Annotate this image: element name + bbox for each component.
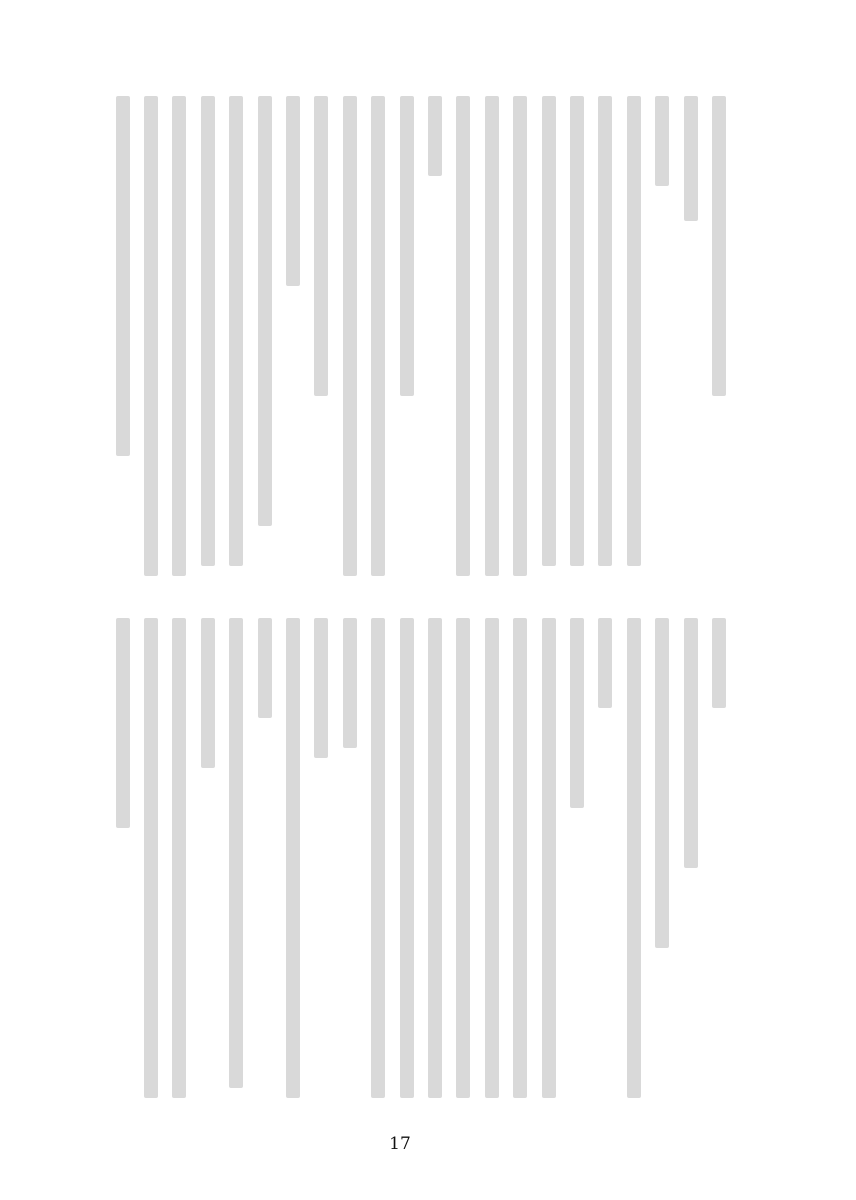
text-column-placeholder	[286, 96, 300, 286]
text-column-placeholder	[570, 96, 584, 566]
text-column-placeholder	[712, 618, 726, 708]
text-column-placeholder	[456, 96, 470, 576]
text-column-placeholder	[314, 96, 328, 396]
text-column-placeholder	[428, 96, 442, 176]
text-column-placeholder	[343, 96, 357, 576]
text-column-placeholder	[116, 618, 130, 828]
text-column-placeholder	[428, 618, 442, 1098]
text-column-placeholder	[655, 96, 669, 186]
page-number: 17	[389, 1134, 411, 1154]
text-column-placeholder	[542, 96, 556, 566]
text-column-placeholder	[712, 96, 726, 396]
text-column-placeholder	[229, 96, 243, 566]
text-column-placeholder	[201, 618, 215, 768]
text-column-placeholder	[400, 96, 414, 396]
text-column-placeholder	[144, 96, 158, 576]
text-column-placeholder	[513, 96, 527, 576]
text-column-placeholder	[371, 618, 385, 1098]
text-column-placeholder	[598, 96, 612, 566]
text-column-placeholder	[570, 618, 584, 808]
text-column-placeholder	[314, 618, 328, 758]
text-column-placeholder	[627, 96, 641, 566]
text-column-placeholder	[542, 618, 556, 1098]
text-column-placeholder	[684, 618, 698, 868]
text-column-placeholder	[144, 618, 158, 1098]
text-column-placeholder	[598, 618, 612, 708]
text-column-placeholder	[343, 618, 357, 748]
text-column-placeholder	[485, 618, 499, 1098]
text-column-placeholder	[655, 618, 669, 948]
text-column-placeholder	[172, 96, 186, 576]
text-column-placeholder	[258, 96, 272, 526]
text-column-placeholder	[513, 618, 527, 1098]
text-column-placeholder	[684, 96, 698, 221]
text-column-placeholder	[485, 96, 499, 576]
text-column-placeholder	[116, 96, 130, 456]
text-column-placeholder	[627, 618, 641, 1098]
text-column-placeholder	[258, 618, 272, 718]
text-column-placeholder	[371, 96, 385, 576]
text-column-placeholder	[229, 618, 243, 1088]
text-column-placeholder	[286, 618, 300, 1098]
text-column-placeholder	[400, 618, 414, 1098]
text-column-placeholder	[172, 618, 186, 1098]
text-column-placeholder	[201, 96, 215, 566]
text-column-placeholder	[456, 618, 470, 1098]
